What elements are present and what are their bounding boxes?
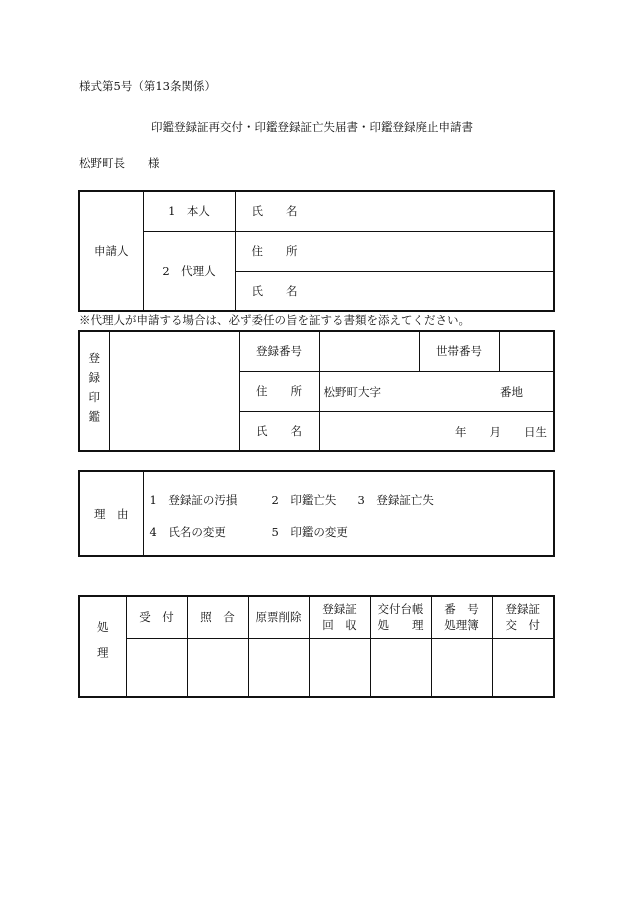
reason-table <box>78 470 555 557</box>
agent-address-field[interactable] <box>235 231 554 271</box>
proc-col-reception: 受 付 <box>126 596 187 638</box>
proc-cell-number-register[interactable] <box>431 638 492 697</box>
applicant-label: 申請人 <box>79 191 143 311</box>
proc-col-ledger-processing: 交付台帳 処 理 <box>370 596 431 638</box>
proc-cell-ledger-processing[interactable] <box>370 638 431 697</box>
proc-col-number-register: 番 号 処理簿 <box>431 596 492 638</box>
reason-option-2[interactable]: 2 印鑑亡失 <box>271 493 337 507</box>
seal-address-label: 住 所 <box>239 371 319 411</box>
seal-label: 登録印鑑 <box>87 352 102 430</box>
seal-name-label: 氏 名 <box>239 411 319 451</box>
reason-option-1[interactable]: 1 登録証の汚損 <box>149 493 238 507</box>
agent-label: 2 代理人 <box>143 231 235 311</box>
applicant-table <box>78 190 555 312</box>
proc-cell-record-deletion[interactable] <box>248 638 309 697</box>
seal-name-field[interactable] <box>319 411 554 451</box>
household-number-label: 世帯番号 <box>419 331 499 371</box>
seal-label-cell <box>79 331 109 451</box>
reason-label: 理 由 <box>79 471 143 556</box>
processing-label: 処理 <box>95 621 110 672</box>
proc-cell-reception[interactable] <box>126 638 187 697</box>
seal-address-field[interactable] <box>319 371 554 411</box>
reason-option-3[interactable]: 3 登録証亡失 <box>357 493 434 507</box>
agent-address-label: 住 所 <box>251 244 298 258</box>
address-suffix: 番地 <box>500 384 523 399</box>
proc-cell-card-collection[interactable] <box>309 638 370 697</box>
proc-col-card-issuance: 登録証 交 付 <box>492 596 554 638</box>
seal-impression-box[interactable] <box>109 331 239 451</box>
proc-col-record-deletion: 原票削除 <box>248 596 309 638</box>
household-number-field[interactable] <box>499 331 554 371</box>
agent-name-field[interactable] <box>235 271 554 311</box>
proc-cell-verification[interactable] <box>187 638 248 697</box>
proc-col-card-collection: 登録証 回 収 <box>309 596 370 638</box>
principal-name-field[interactable] <box>235 191 554 231</box>
form-title: 印鑑登録証再交付・印鑑登録証亡失届書・印鑑登録廃止申請書 <box>151 120 473 134</box>
processing-table <box>78 595 555 698</box>
registered-seal-table <box>78 330 555 452</box>
principal-name-label: 氏 名 <box>251 204 298 219</box>
agent-name-label: 氏 名 <box>251 283 298 298</box>
birth-date-label: 年 月 日生 <box>455 424 547 439</box>
agent-note: ※代理人が申請する場合は、必ず委任の旨を証する書類を添えてください。 <box>79 313 470 327</box>
addressee: 松野町長 様 <box>79 156 160 170</box>
processing-label-cell <box>79 596 126 697</box>
reason-options-cell <box>143 471 554 556</box>
reason-option-4[interactable]: 4 氏名の変更 <box>149 525 226 539</box>
reg-number-label: 登録番号 <box>239 331 319 371</box>
address-prefix: 松野町大字 <box>323 384 381 399</box>
proc-col-verification: 照 合 <box>187 596 248 638</box>
form-number: 様式第5号（第13条関係） <box>79 79 216 93</box>
reg-number-field[interactable] <box>319 331 419 371</box>
principal-label: 1 本人 <box>143 191 235 231</box>
proc-cell-card-issuance[interactable] <box>492 638 554 697</box>
reason-option-5[interactable]: 5 印鑑の変更 <box>271 525 348 539</box>
